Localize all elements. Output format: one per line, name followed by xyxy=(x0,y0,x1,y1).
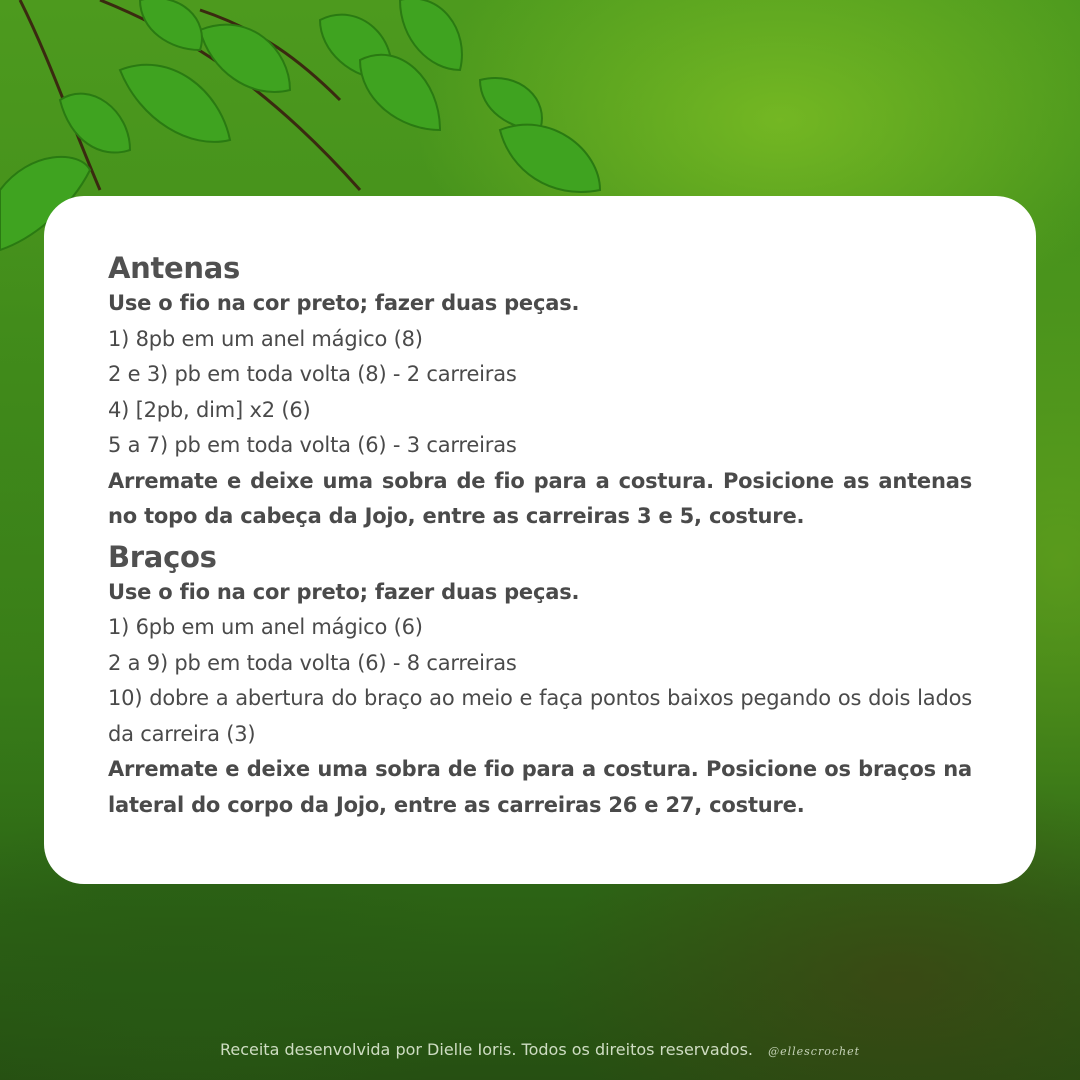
section-title-antenas: Antenas xyxy=(108,251,240,285)
step-line: 10) dobre a abertura do braço ao meio e faça pontos baixos pegando os dois lados da carreira (3) xyxy=(108,686,972,746)
section-intro: Use o fio na cor preto; fazer duas peças. xyxy=(108,579,580,604)
step-line: 2 a 9) pb em toda volta (6) - 8 carreiras xyxy=(108,650,517,675)
section-title-bracos: Braços xyxy=(108,539,217,574)
section-finish: Arremate e deixe uma sobra de fio para a costura. Posicione os braços na lateral do corpo da Jojo, entre as carreiras 26 e 27, costure. xyxy=(108,757,972,817)
step-line: 2 e 3) pb em toda volta (8) - 2 carreiras xyxy=(108,362,517,386)
step-line: 4) [2pb, dim] x2 (6) xyxy=(108,397,311,422)
step-line: 1) 6pb em um anel mágico (6) xyxy=(108,615,423,639)
step-line: 5 a 7) pb em toda volta (6) - 3 carreiras xyxy=(108,433,517,457)
section-finish: Arremate e deixe uma sobra de fio para a costura. Posicione as antenas no topo da cabeça da Jojo, entre as carreiras 3 e 5, costure. xyxy=(108,468,972,528)
recipe-content xyxy=(108,250,972,823)
section-intro: Use o fio na cor preto; fazer duas peças. xyxy=(108,291,580,315)
footer-credit xyxy=(0,1040,1080,1059)
credit-text: Receita desenvolvida por Dielle Ioris. Todos os direitos reservados. xyxy=(219,1040,754,1059)
signature-logo: @ellescrochet xyxy=(768,1045,861,1058)
step-line: 1) 8pb em um anel mágico (8) xyxy=(108,326,423,351)
